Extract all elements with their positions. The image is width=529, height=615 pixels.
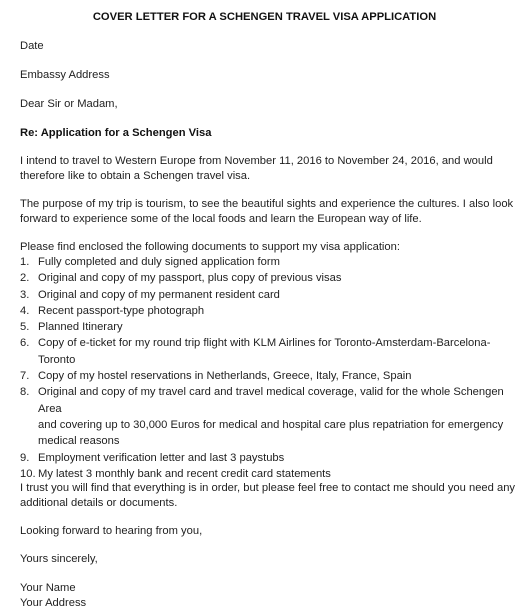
document-title: COVER LETTER FOR A SCHENGEN TRAVEL VISA APPLICATION <box>92 11 437 23</box>
list-item-text: Employment verification letter and last 3 paystubs <box>38 451 285 464</box>
list-item-number: 7. <box>20 370 30 383</box>
list-item-text: Copy of my hostel reservations in Netherlands, Greece, Italy, France, Spain <box>38 370 412 383</box>
list-item-text: Original and copy of my passport, plus copy of previous visas <box>38 272 342 285</box>
list-item-text: Original and copy of my travel card and travel medical coverage, valid for the whole Schengen Area <box>38 386 504 415</box>
list-item-number: 1. <box>20 256 30 268</box>
list-item-text: and covering up to 30,000 Euros for medical and hospital care plus repatriation for emergency <box>38 418 504 431</box>
document-list-item <box>20 303 520 319</box>
closing-paragraph-line-2: additional details or documents. <box>20 497 178 509</box>
list-item-text: Recent passport-type photograph <box>38 304 205 317</box>
document-list-item <box>20 270 520 286</box>
document-list-item <box>20 384 520 449</box>
list-item-text: Toronto <box>38 353 76 366</box>
list-item-number: 10. <box>20 467 36 480</box>
list-item-text: Fully completed and duly signed application form <box>38 256 280 268</box>
intro-paragraph-line-2: therefore like to obtain a Schengen travel visa. <box>20 170 251 182</box>
salutation: Dear Sir or Madam, <box>20 98 118 110</box>
documents-list <box>20 254 520 482</box>
document-list-item <box>20 335 520 368</box>
list-item-number: 8. <box>20 386 30 399</box>
subject-line: Re: Application for a Schengen Visa <box>20 127 212 139</box>
document-list-item <box>20 319 520 335</box>
document-list-item <box>20 466 520 482</box>
purpose-paragraph-line-1: The purpose of my trip is tourism, to see the beautiful sights and experience the cultures. I also look <box>20 198 514 210</box>
intro-paragraph-line-1: I intend to travel to Western Europe from November 11, 2016 to November 24, 2016, and would <box>20 155 493 167</box>
list-item-number: 4. <box>20 304 30 317</box>
document-list-item <box>20 287 520 303</box>
list-item-number: 6. <box>20 337 30 350</box>
list-item-text: Original and copy of my permanent resident card <box>38 288 280 301</box>
list-item-text: medical reasons <box>38 435 120 448</box>
purpose-paragraph-line-2: forward to experience some of the local foods and learn the European way of life. <box>20 213 422 225</box>
document-list-item <box>20 254 520 270</box>
list-item-number: 3. <box>20 288 30 301</box>
embassy-address-line: Embassy Address <box>20 69 110 81</box>
sender-address: Your Address <box>20 597 87 609</box>
list-item-number: 9. <box>20 451 30 464</box>
sender-name: Your Name <box>20 582 76 594</box>
closing-paragraph-line-1: I trust you will find that everything is in order, but please feel free to contact me should you need any <box>20 482 516 494</box>
looking-forward-line: Looking forward to hearing from you, <box>20 525 203 537</box>
documents-intro: Please find enclosed the following documents to support my visa application: <box>20 241 400 253</box>
list-item-number: 2. <box>20 272 30 285</box>
document-list-item <box>20 450 520 466</box>
list-item-text: My latest 3 monthly bank and recent credit card statements <box>38 467 331 480</box>
sign-off: Yours sincerely, <box>20 553 98 565</box>
list-item-text: Copy of e-ticket for my round trip flight with KLM Airlines for Toronto-Amsterdam-Barcelona- <box>38 337 491 350</box>
document-list-item <box>20 368 520 384</box>
list-item-number: 5. <box>20 321 30 334</box>
date-line: Date <box>20 40 44 52</box>
list-item-text: Planned Itinerary <box>38 321 123 334</box>
